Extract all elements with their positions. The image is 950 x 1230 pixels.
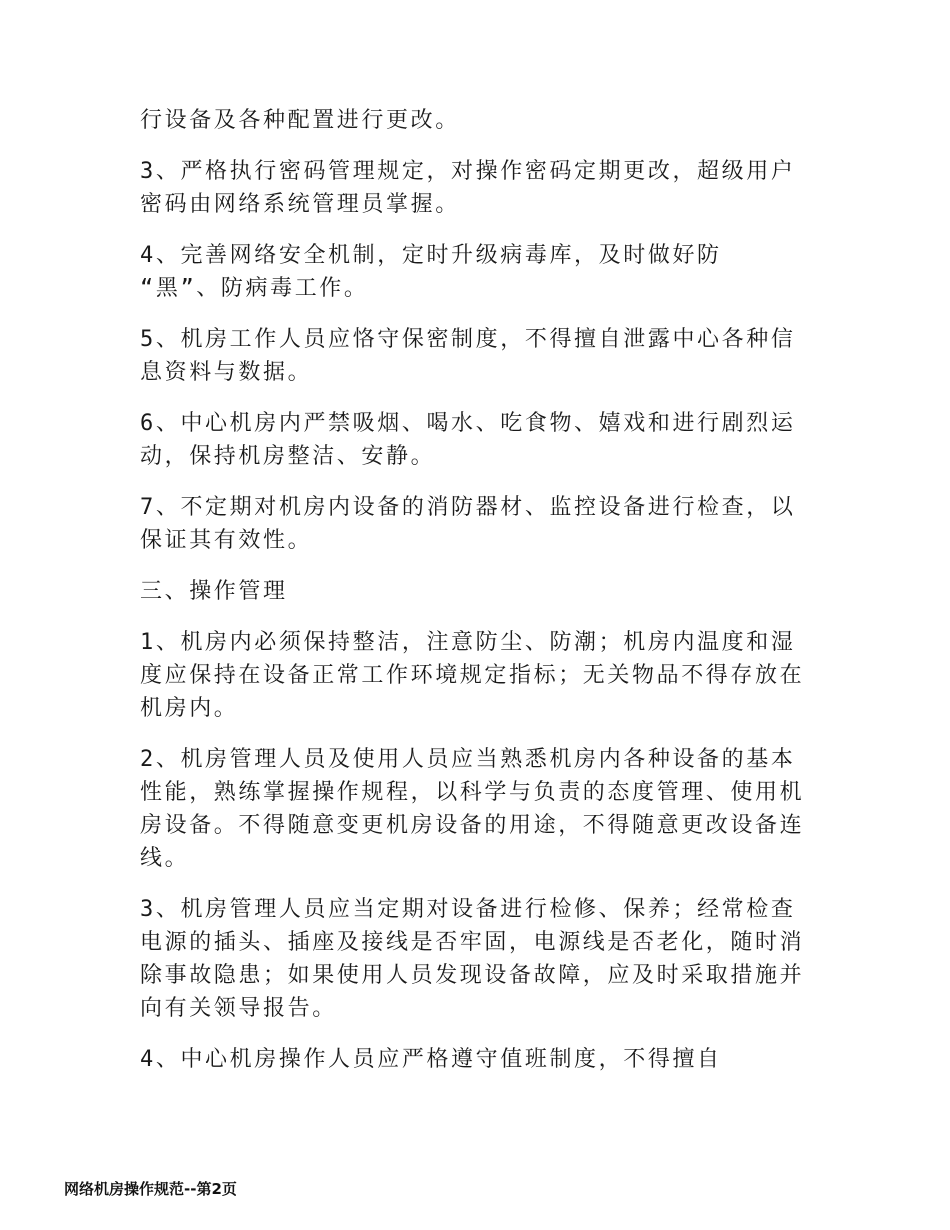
paragraph-line: 性能，熟练掌握操作规程，以科学与负责的态度管理、使用机	[140, 780, 805, 805]
paragraph	[140, 104, 820, 137]
paragraph-line: 3、严格执行密码管理规定，对操作密码定期更改，超级用户	[140, 159, 796, 184]
paragraph-line: 3、机房管理人员应当定期对设备进行检修、保养；经常检查	[140, 897, 796, 922]
paragraph-line: 线。	[140, 846, 190, 871]
paragraph	[140, 323, 820, 389]
paragraph-line: 机房内。	[140, 696, 239, 721]
paragraph-line: 密码由网络系统管理员掌握。	[140, 192, 460, 217]
paragraph	[140, 407, 820, 473]
paragraph-line: 5、机房工作人员应恪守保密制度，不得擅自泄露中心各种信	[140, 327, 796, 352]
paragraph-line: 电源的插头、插座及接线是否牢固，电源线是否老化，随时消	[140, 930, 805, 955]
paragraph	[140, 491, 820, 557]
paragraph-line: 除事故隐患；如果使用人员发现设备故障，应及时采取措施并	[140, 963, 805, 988]
paragraph-line: 2、机房管理人员及使用人员应当熟悉机房内各种设备的基本	[140, 747, 796, 772]
section-heading-text: 三、操作管理	[140, 579, 288, 604]
paragraph-line: 6、中心机房内严禁吸烟、喝水、吃食物、嬉戏和进行剧烈运	[140, 411, 796, 436]
paragraph-line: 动，保持机房整洁、安静。	[140, 444, 436, 469]
section-heading	[140, 575, 820, 608]
page-footer: 网络机房操作规范--第2页	[64, 1180, 237, 1198]
paragraph-line: 4、中心机房操作人员应严格遵守值班制度，不得擅自	[140, 1047, 722, 1072]
paragraph-line: 4、完善网络安全机制，定时升级病毒库，及时做好防	[140, 243, 722, 268]
paragraph	[140, 155, 820, 221]
paragraph	[140, 239, 820, 305]
paragraph	[140, 1043, 820, 1076]
paragraph-line: 行设备及各种配置进行更改。	[140, 108, 460, 133]
document-body	[140, 104, 820, 1094]
paragraph-line: 度应保持在设备正常工作环境规定指标；无关物品不得存放在	[140, 663, 805, 688]
paragraph-line: “黑”、防病毒工作。	[140, 276, 369, 301]
paragraph-line: 7、不定期对机房内设备的消防器材、监控设备进行检查，以	[140, 495, 796, 520]
paragraph-line: 保证其有效性。	[140, 528, 313, 553]
paragraph-line: 息资料与数据。	[140, 360, 313, 385]
paragraph	[140, 893, 820, 1025]
paragraph	[140, 743, 820, 875]
paragraph-line: 1、机房内必须保持整洁，注意防尘、防潮；机房内温度和湿	[140, 630, 796, 655]
paragraph-line: 向有关领导报告。	[140, 996, 337, 1021]
paragraph-line: 房设备。不得随意变更机房设备的用途，不得随意更改设备连	[140, 813, 805, 838]
paragraph	[140, 626, 820, 725]
